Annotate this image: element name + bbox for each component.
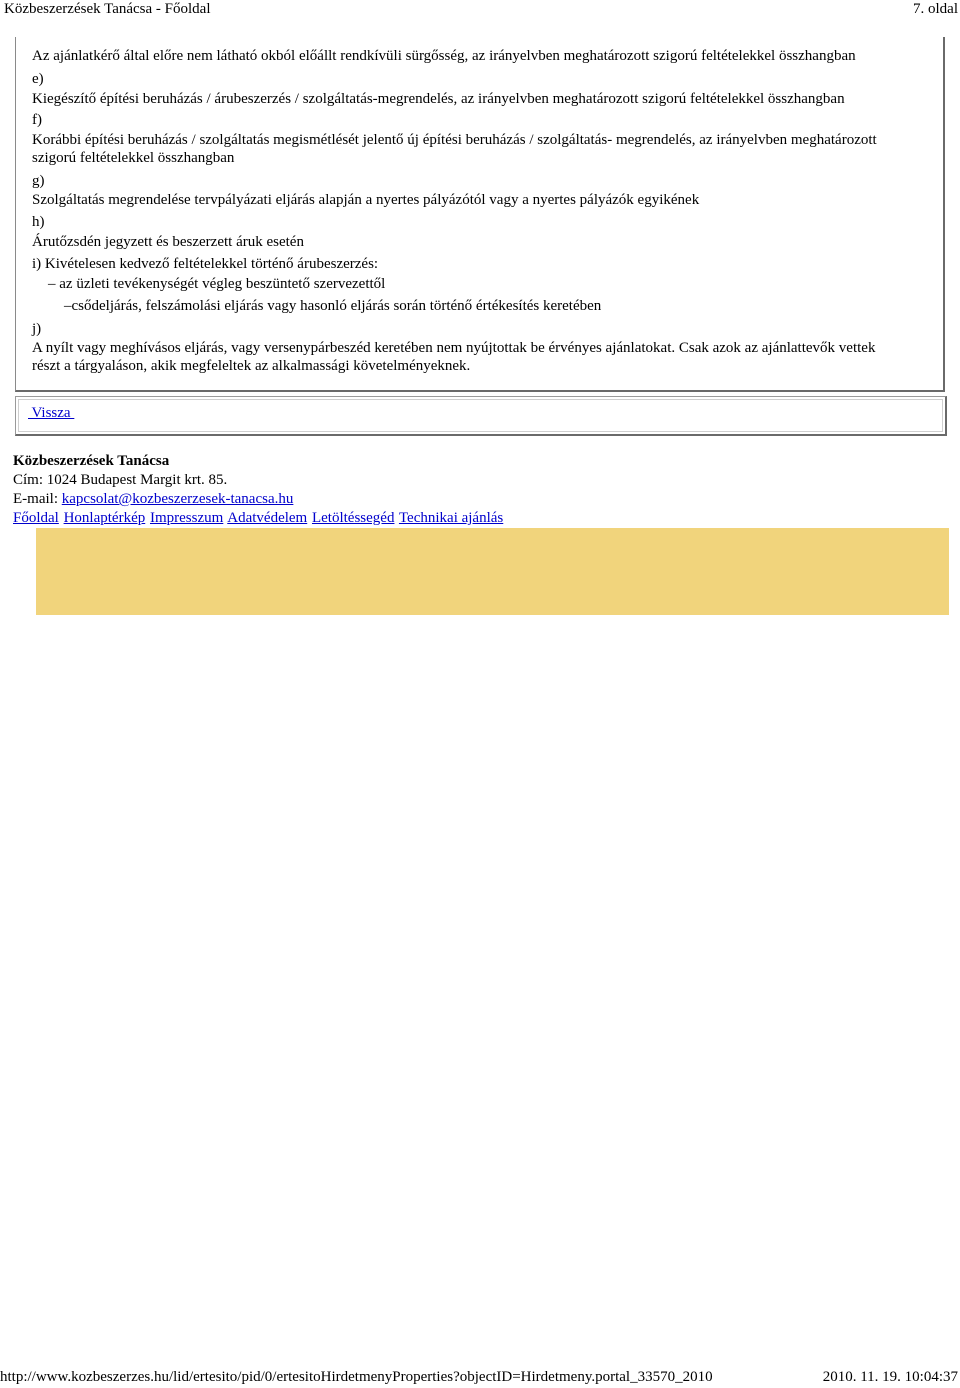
item-g-text: Szolgáltatás megrendelése tervpályázati eljárás alapján a nyertes pályázótól vagy a nyertes pályázók egyikének bbox=[32, 192, 700, 208]
footer-link-technikai-ajanlas[interactable]: Technikai ajánlás bbox=[398, 510, 504, 526]
back-link[interactable]: Vissza bbox=[28, 405, 75, 421]
item-f-text-2: szigorú feltételekkel összhangban bbox=[32, 150, 235, 166]
item-e-text: Kiegészítő építési beruházás / árubeszerzés / szolgáltatás-megrendelés, az irányelvben meghatározott szigorú feltételekkel összhangban bbox=[32, 91, 845, 107]
footer-link-honlapterkep[interactable]: Honlaptérkép bbox=[63, 510, 146, 526]
print-header bbox=[0, 0, 960, 20]
item-j-text-2: részt a tárgyaláson, akik megfeleltek az alkalmassági követelményeknek. bbox=[32, 358, 471, 374]
banner-area bbox=[36, 528, 949, 615]
back-box bbox=[15, 396, 947, 436]
item-e-label: e) bbox=[32, 71, 44, 87]
item-d-text: Az ajánlatkérő által előre nem látható okból előállt rendkívüli sürgősség, az irányelvben meghatározott szigorú feltételekkel összhangban bbox=[32, 48, 856, 64]
item-f-label: f) bbox=[32, 112, 42, 128]
footer-org-name: Közbeszerzések Tanácsa bbox=[13, 453, 170, 469]
page-url: http://www.kozbeszerzes.hu/lid/ertesito/pid/0/ertesitoHirdetmenyProperties?objectID=Hirdetmeny.portal_33570_2010 bbox=[0, 1369, 713, 1385]
footer-link-impresszum[interactable]: Impresszum bbox=[149, 510, 224, 526]
item-i-sub-1: – az üzleti tevékenységét végleg beszüntető szervezettől bbox=[48, 276, 386, 292]
item-i-text: i) Kivételesen kedvező feltételekkel történő árubeszerzés: bbox=[32, 256, 379, 272]
page-number: 7. oldal bbox=[913, 1, 958, 17]
item-j-text-1: A nyílt vagy meghívásos eljárás, vagy versenypárbeszéd keretében nem nyújtottak be érvényes ajánlatokat. Csak azok az ajánlattevők vettek bbox=[32, 340, 876, 356]
item-i-sub-2: –csődeljárás, felszámolási eljárás vagy hasonló eljárás során történő értékesítés keretében bbox=[64, 298, 602, 314]
print-footer bbox=[0, 1368, 960, 1388]
item-f-text-1: Korábbi építési beruházás / szolgáltatás megismétlését jelentő új építési beruházás / szolgáltatás- megrendelés, az irányelvben meghatározott bbox=[32, 132, 877, 148]
footer-email-link[interactable]: kapcsolat@kozbeszerzesek-tanacsa.hu bbox=[61, 491, 294, 507]
item-g-label: g) bbox=[32, 173, 45, 189]
footer-link-adatvedelem[interactable]: Adatvédelem bbox=[227, 510, 308, 526]
page-title: Közbeszerzések Tanácsa - Főoldal bbox=[4, 1, 211, 17]
item-h-text: Árutőzsdén jegyzett és beszerzett áruk esetén bbox=[32, 234, 304, 250]
footer-address: Cím: 1024 Budapest Margit krt. 85. bbox=[13, 472, 228, 488]
footer-link-letoltessegéd[interactable]: Letöltéssegéd bbox=[311, 510, 395, 526]
footer-link-fooldal[interactable]: Főoldal bbox=[13, 510, 59, 526]
footer-links bbox=[13, 509, 504, 528]
footer bbox=[13, 452, 504, 528]
footer-email-label: E-mail: bbox=[13, 491, 62, 507]
item-j-label: j) bbox=[32, 321, 42, 337]
footer-email-row bbox=[13, 490, 504, 509]
print-datetime: 2010. 11. 19. 10:04:37 bbox=[822, 1369, 958, 1385]
item-h-label: h) bbox=[32, 214, 45, 230]
